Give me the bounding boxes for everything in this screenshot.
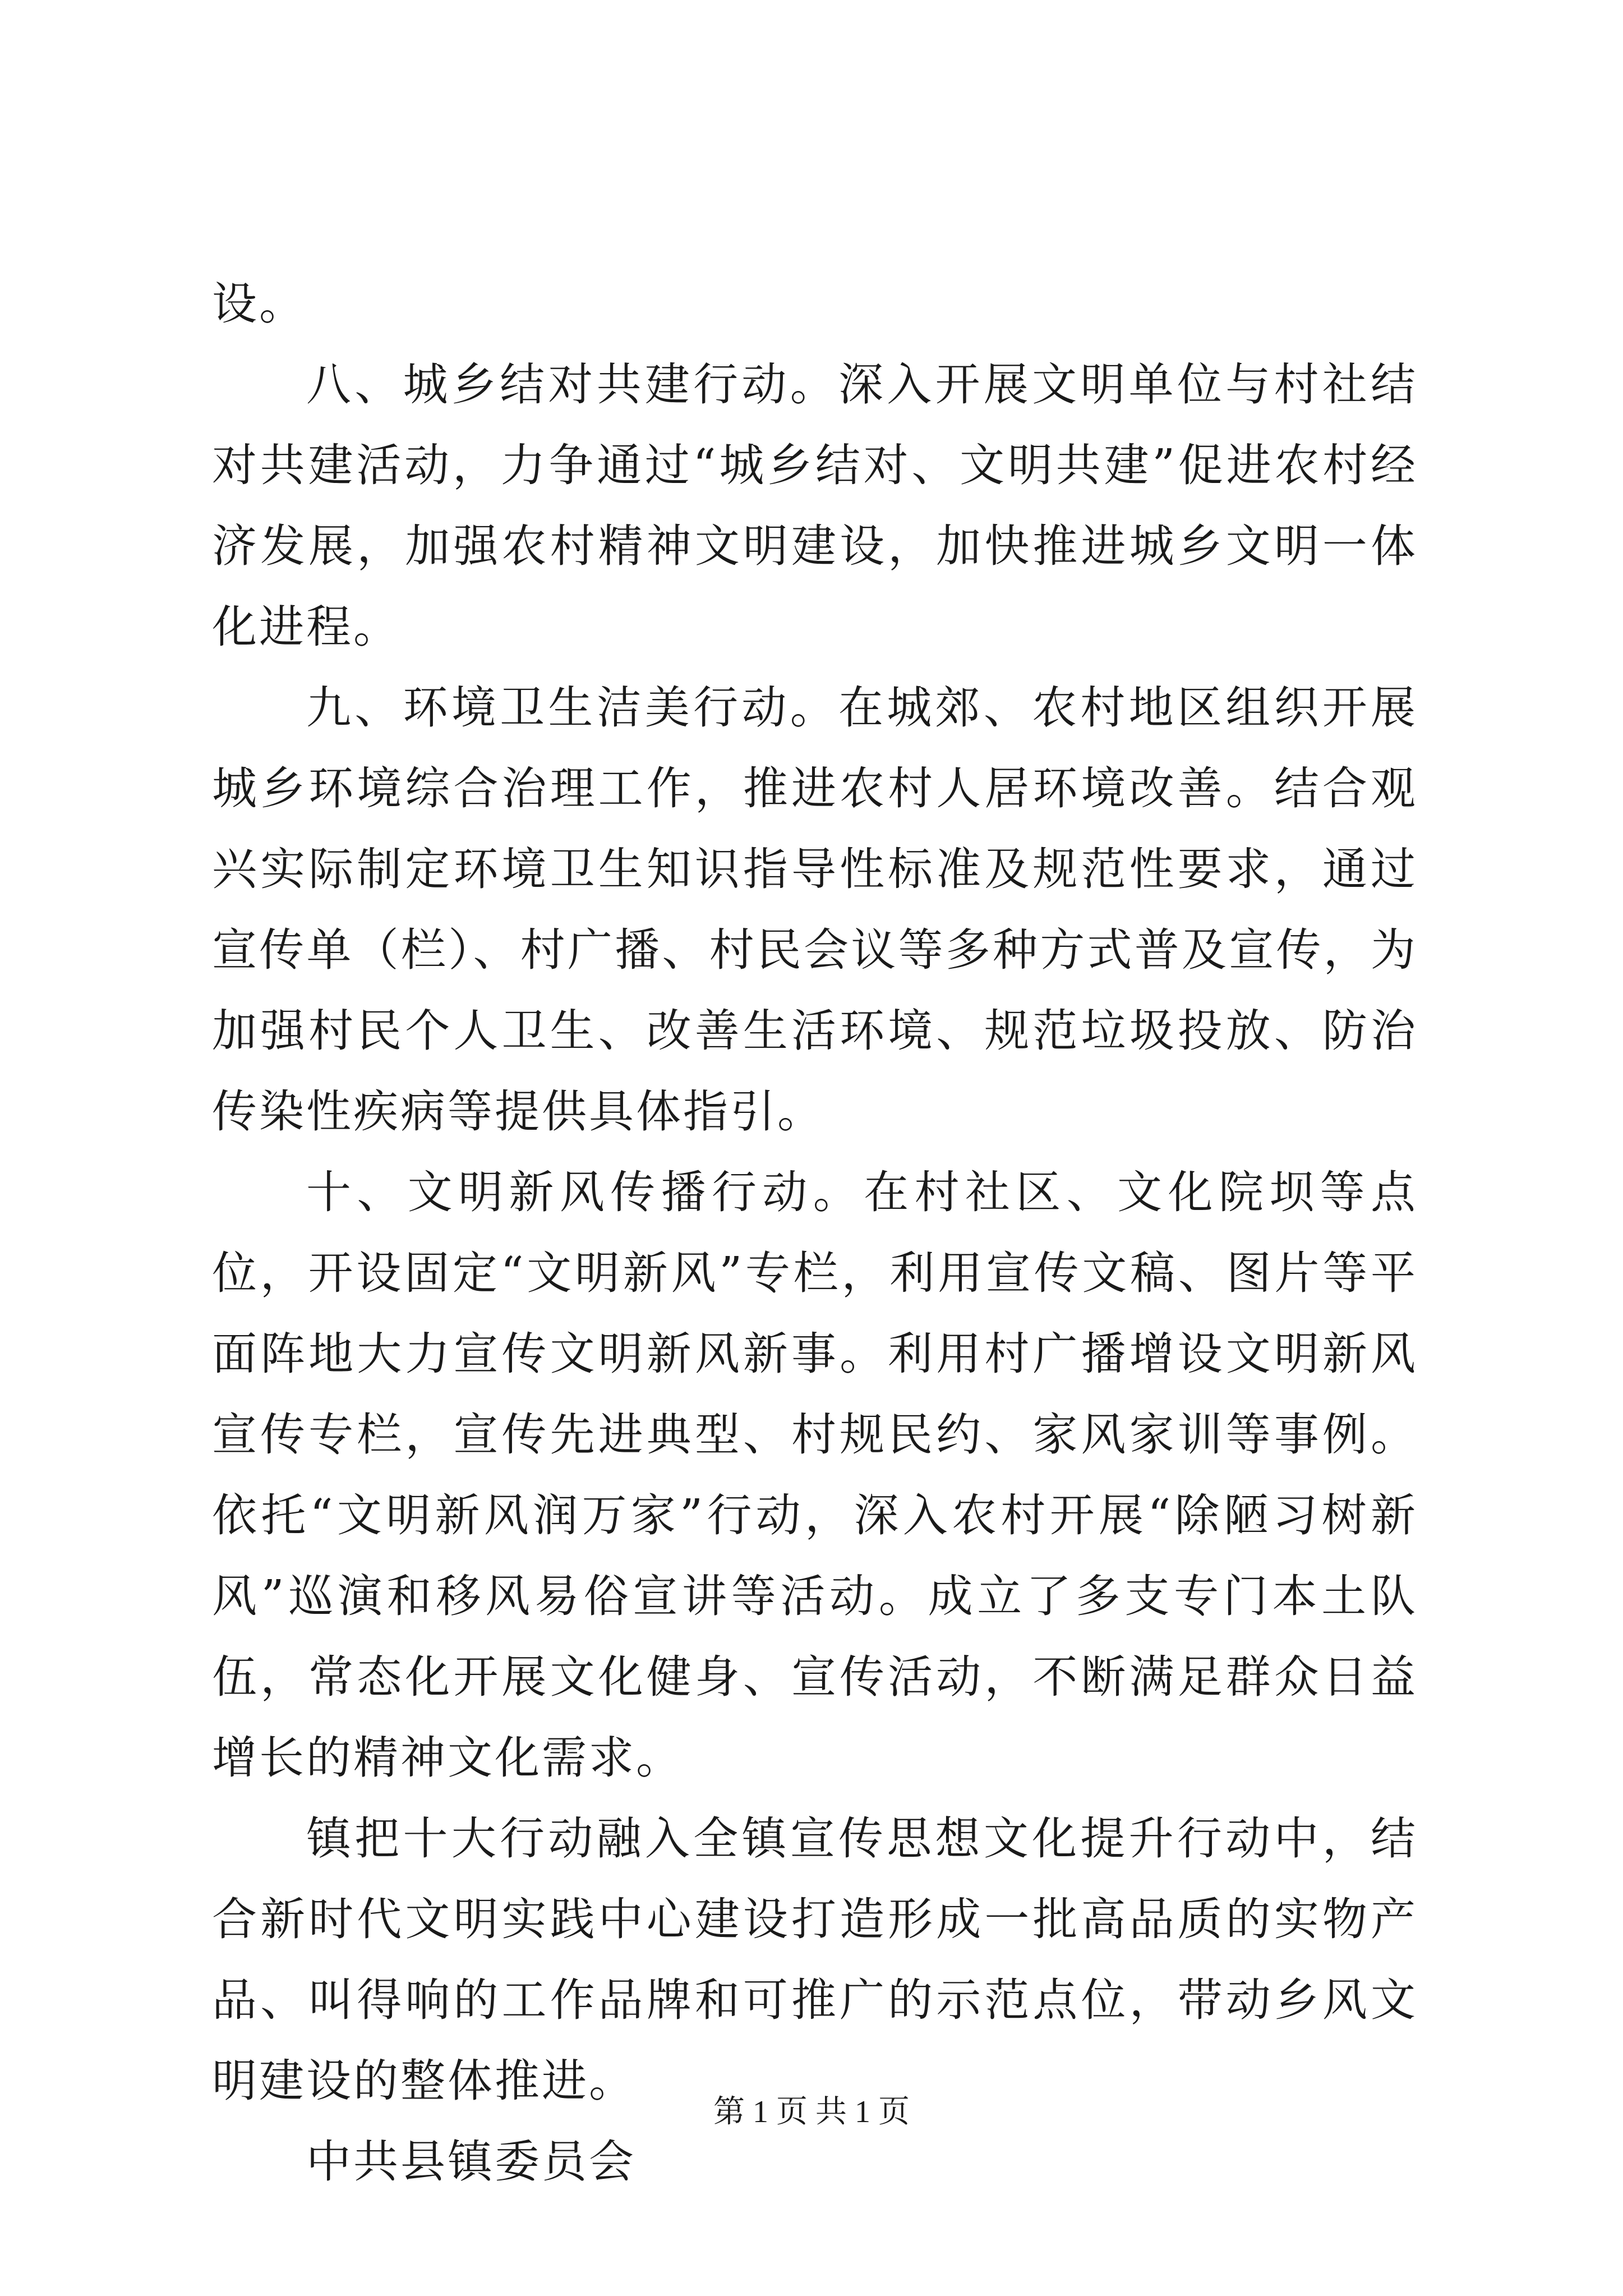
- paragraph-continuation: 设。: [212, 278, 306, 330]
- page-footer: 第 1 页 共 1 页: [713, 2095, 910, 2129]
- signature-organization: 中共县镇委员会: [306, 2136, 636, 2188]
- paragraph-summary: 镇把十大行动融入全镇宣传思想文化提升行动中，结合新时代文明实践中心建设打造形成一批高品质的实物产品、叫得响的工作品牌和可推广的示范点位，带动乡风文明建设的整体推进。: [212, 1812, 1418, 2107]
- paragraph-section-9: 九、环境卫生洁美行动。在城郊、农村地区组织开展城乡环境综合治理工作，推进农村人居环境改善。结合观兴实际制定环境卫生知识指导性标准及规范性要求，通过宣传单（栏）、村广播、村民会议等多种方式普及宣传，为加强村民个人卫生、改善生活环境、规范垃圾投放、防治传染性疾病等提供具体指引。: [212, 682, 1418, 1138]
- document-body: [212, 264, 1418, 2202]
- paragraph-section-8: 八、城乡结对共建行动。深入开展文明单位与村社结对共建活动，力争通过“城乡结对、文明共建”促进农村经济发展，加强农村精神文明建设，加快推进城乡文明一体化进程。: [212, 358, 1418, 653]
- paragraph-section-10: 十、文明新风传播行动。在村社区、文化院坝等点位，开设固定“文明新风”专栏，利用宣传文稿、图片等平面阵地大力宣传文明新风新事。利用村广播增设文明新风宣传专栏，宣传先进典型、村规民约、家风家训等事例。依托“文明新风润万家”行动，深入农村开展“除陋习树新风”巡演和移风易俗宣讲等活动。成立了多支专门本土队伍，常态化开展文化健身、宣传活动，不断满足群众日益增长的精神文化需求。: [212, 1166, 1418, 1784]
